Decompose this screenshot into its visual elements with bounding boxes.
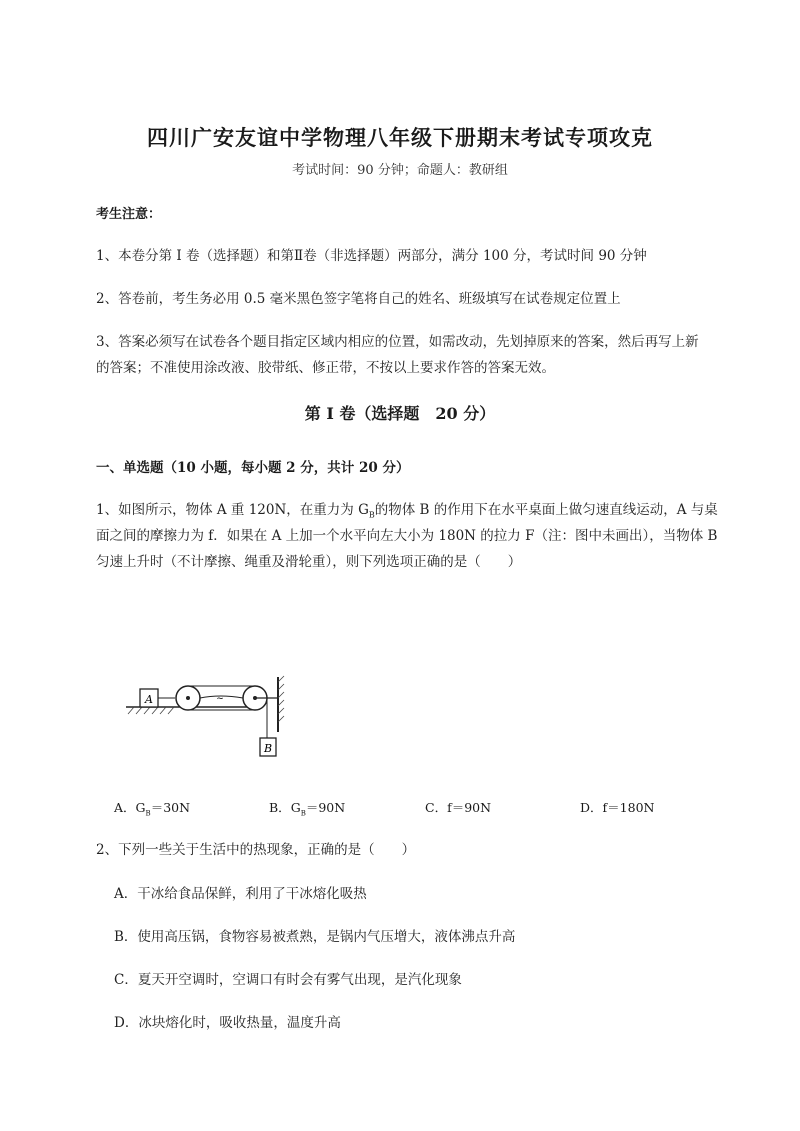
notice-item-3: 3、答案必须写在试卷各个题目指定区域内相应的位置，如需改动，先划掉原来的答案，然后再写上新 bbox=[96, 334, 699, 350]
svg-text:~: ~ bbox=[216, 694, 224, 704]
notice-item-3-cont: 的答案；不准使用涂改液、胶带纸、修正带，不按以上要求作答的答案无效。 bbox=[96, 360, 555, 376]
q1-line-2: 面之间的摩擦力为 f．如果在 A 上加一个水平向左大小为 180N 的拉力 F（注：图中未画出），当物体 B bbox=[96, 528, 718, 544]
q2-stem: 2、下列一些关于生活中的热现象，正确的是（ ） bbox=[96, 842, 416, 858]
q1-option-d[interactable]: D．f＝180N bbox=[580, 800, 655, 815]
exam-info: 考试时间：90 分钟；命题人：教研组 bbox=[292, 163, 508, 178]
block-a-label: A bbox=[145, 693, 153, 706]
q1-option-c[interactable]: C．f＝90N bbox=[425, 800, 492, 815]
block-b-label: B bbox=[263, 742, 273, 755]
q1-option-b[interactable]: B．$G_B=90N$ bbox=[269, 800, 346, 818]
q2-option-c[interactable]: C．夏天开空调时，空调口有时会有雾气出现，是汽化现象 bbox=[114, 972, 462, 988]
pulley-figure bbox=[120, 672, 300, 767]
q2-option-a[interactable]: A．干冰给食品保鲜，利用了干冰熔化吸热 bbox=[114, 886, 367, 902]
page-title: 四川广安友谊中学物理八年级下册期末考试专项攻克 bbox=[147, 125, 653, 150]
section-title: 第 I 卷（选择题 20 分） bbox=[304, 404, 496, 423]
notice-item-1: 1、本卷分第 I 卷（选择题）和第Ⅱ卷（非选择题）两部分，满分 100 分，考试时间 90 分钟 bbox=[96, 248, 647, 264]
q2-option-b[interactable]: B．使用高压锅，食物容易被煮熟，是锅内气压增大，液体沸点升高 bbox=[114, 929, 516, 945]
notice-item-2: 2、答卷前，考生务必用 0.5 毫米黑色签字笔将自己的姓名、班级填写在试卷规定位置上 bbox=[96, 291, 621, 307]
q1-option-a[interactable]: A．$G_B=30N$ bbox=[114, 800, 191, 818]
q1-line-3: 匀速上升时（不计摩擦、绳重及滑轮重），则下列选项正确的是（ ） bbox=[96, 554, 522, 570]
q1-line-1: 1、如图所示，物体 A 重 120N，在重力为 $G_B$的物体 B 的作用下在水平桌面上做匀速直线运动，A 与桌 bbox=[96, 502, 718, 520]
notice-heading: 考生注意： bbox=[96, 207, 162, 222]
part-heading: 一、单选题（10 小题，每小题 2 分，共计 20 分） bbox=[96, 460, 410, 476]
q2-option-d[interactable]: D．冰块熔化时，吸收热量，温度升高 bbox=[114, 1015, 341, 1031]
